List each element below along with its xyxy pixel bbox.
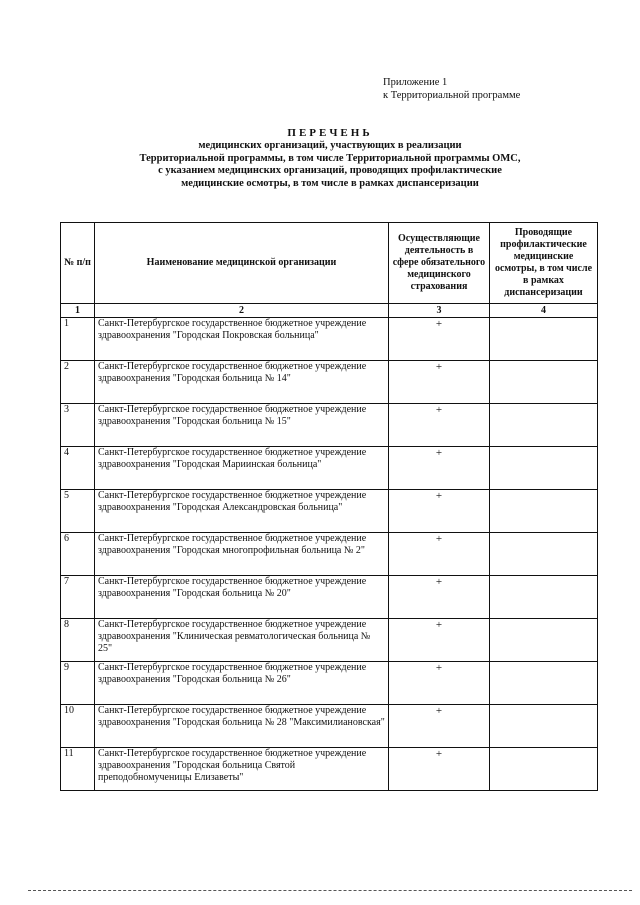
organization-name: Санкт-Петербургское государственное бюджетное учреждение здравоохранения "Городская Покровская больница" xyxy=(95,318,389,361)
organization-name: Санкт-Петербургское государственное бюджетное учреждение здравоохранения "Городская Мариинская больница" xyxy=(95,447,389,490)
row-number: 1 xyxy=(61,318,95,361)
organization-name: Санкт-Петербургское государственное бюджетное учреждение здравоохранения "Клиническая ревматологическая больница № 25" xyxy=(95,619,389,662)
row-number: 9 xyxy=(61,662,95,705)
preventive-mark xyxy=(490,404,598,447)
organization-name: Санкт-Петербургское государственное бюджетное учреждение здравоохранения "Городская Александровская больница" xyxy=(95,490,389,533)
title-line-4: медицинские осмотры, в том числе в рамках диспансеризации xyxy=(181,177,479,189)
column-numbers-row xyxy=(61,304,598,318)
oms-mark: + xyxy=(389,490,490,533)
organization-name: Санкт-Петербургское государственное бюджетное учреждение здравоохранения "Городская больница № 20" xyxy=(95,576,389,619)
organization-name: Санкт-Петербургское государственное бюджетное учреждение здравоохранения "Городская многопрофильная больница № 2" xyxy=(95,533,389,576)
preventive-mark xyxy=(490,447,598,490)
table-row xyxy=(61,662,598,705)
column-number: 4 xyxy=(490,304,598,318)
page-bottom-rule xyxy=(28,890,632,891)
row-number: 11 xyxy=(61,748,95,791)
table-row xyxy=(61,619,598,662)
table-row xyxy=(61,576,598,619)
oms-mark: + xyxy=(389,533,490,576)
organizations-table xyxy=(60,222,598,791)
header-organization-name: Наименование медицинской организации xyxy=(95,223,389,304)
preventive-mark xyxy=(490,748,598,791)
row-number: 3 xyxy=(61,404,95,447)
oms-mark: + xyxy=(389,748,490,791)
header-number: № п/п xyxy=(61,223,95,304)
table-header-row xyxy=(61,223,598,304)
document-title xyxy=(60,126,600,190)
preventive-mark xyxy=(490,705,598,748)
table-row xyxy=(61,318,598,361)
organization-name: Санкт-Петербургское государственное бюджетное учреждение здравоохранения "Городская больница № 14" xyxy=(95,361,389,404)
oms-mark: + xyxy=(389,318,490,361)
table-row xyxy=(61,404,598,447)
preventive-mark xyxy=(490,619,598,662)
oms-mark: + xyxy=(389,619,490,662)
preventive-mark xyxy=(490,361,598,404)
table-row xyxy=(61,361,598,404)
row-number: 6 xyxy=(61,533,95,576)
oms-mark: + xyxy=(389,404,490,447)
organization-name: Санкт-Петербургское государственное бюджетное учреждение здравоохранения "Городская больница № 28 "Максимилиановская" xyxy=(95,705,389,748)
header-oms-activity: Осуществляющие деятельность в сфере обязательного медицинского страхования xyxy=(389,223,490,304)
header-preventive-exams: Проводящие профилактические медицинские осмотры, в том числе в рамках диспансеризации xyxy=(490,223,598,304)
organization-name: Санкт-Петербургское государственное бюджетное учреждение здравоохранения "Городская больница № 15" xyxy=(95,404,389,447)
table-row xyxy=(61,748,598,791)
table-row xyxy=(61,490,598,533)
title-line-3: с указанием медицинских организаций, проводящих профилактические xyxy=(158,165,502,176)
preventive-mark xyxy=(490,318,598,361)
preventive-mark xyxy=(490,576,598,619)
title-line-2: Территориальной программы, в том числе Территориальной программы ОМС, xyxy=(139,152,521,164)
table-row xyxy=(61,533,598,576)
title-line-1: медицинских организаций, участвующих в реализации xyxy=(198,140,462,151)
column-number: 3 xyxy=(389,304,490,318)
table-row xyxy=(61,705,598,748)
organization-name: Санкт-Петербургское государственное бюджетное учреждение здравоохранения "Городская больница Святой преподобномученицы Елизаветы" xyxy=(95,748,389,791)
appendix-line-1: Приложение 1 xyxy=(383,77,448,88)
title-heading: ПЕРЕЧЕНЬ xyxy=(287,127,373,139)
oms-mark: + xyxy=(389,576,490,619)
oms-mark: + xyxy=(389,447,490,490)
row-number: 2 xyxy=(61,361,95,404)
row-number: 10 xyxy=(61,705,95,748)
column-number: 2 xyxy=(95,304,389,318)
oms-mark: + xyxy=(389,662,490,705)
organization-name: Санкт-Петербургское государственное бюджетное учреждение здравоохранения "Городская больница № 26" xyxy=(95,662,389,705)
preventive-mark xyxy=(490,490,598,533)
row-number: 8 xyxy=(61,619,95,662)
appendix-line-2: к Территориальной программе xyxy=(383,90,521,101)
row-number: 7 xyxy=(61,576,95,619)
table-row xyxy=(61,447,598,490)
column-number: 1 xyxy=(61,304,95,318)
oms-mark: + xyxy=(389,705,490,748)
appendix-note xyxy=(383,76,520,102)
preventive-mark xyxy=(490,533,598,576)
row-number: 4 xyxy=(61,447,95,490)
preventive-mark xyxy=(490,662,598,705)
row-number: 5 xyxy=(61,490,95,533)
oms-mark: + xyxy=(389,361,490,404)
